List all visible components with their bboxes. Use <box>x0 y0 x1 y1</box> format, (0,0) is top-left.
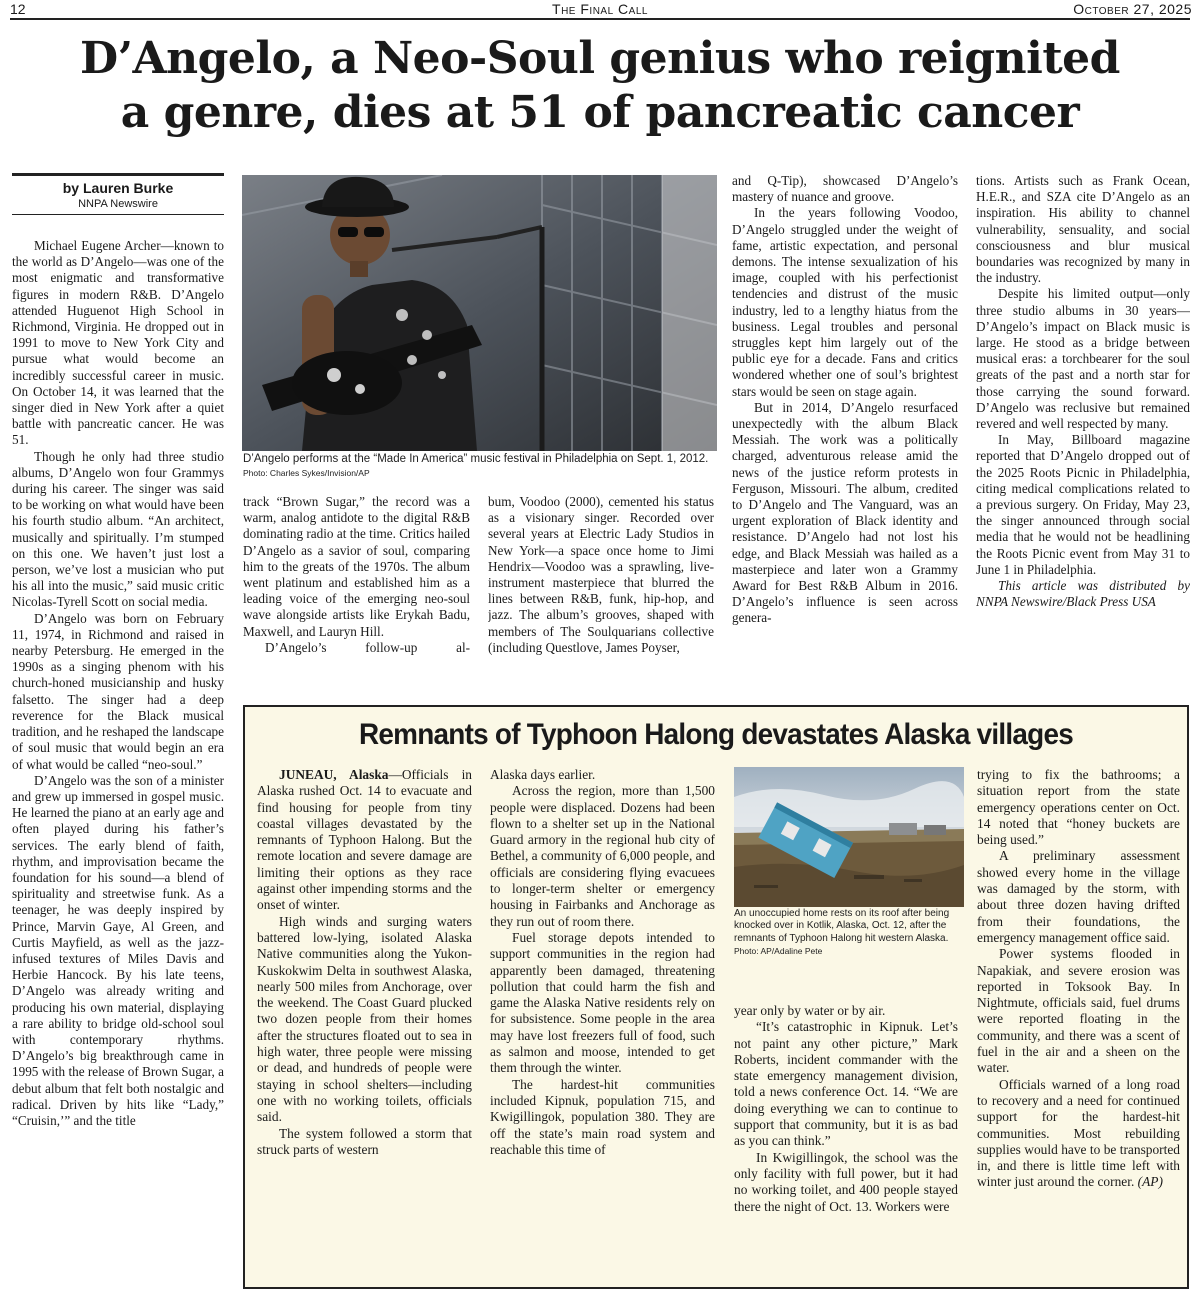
box-column-1 <box>257 767 472 1287</box>
paragraph: Michael Eugene Archer—known to the world as D’Angelo—was one of the most enigmatic and transformative figures in modern R&B. D’Angelo attended Huguenot High School in Richmond, Virginia. He dropped out in 1991 to move to New York City and pursue what would become an incredibly successful career in music. On October 14, it was learned that the singer died in New York after a quiet battle with pancreatic cancer. He was 51. <box>12 238 224 448</box>
main-photo-caption <box>243 452 713 480</box>
box-column-3 <box>734 1003 958 1287</box>
box-column-4 <box>977 767 1180 1287</box>
paragraph: In Kwigillingok, the school was the only facility with full power, but it had no working toilet, and 400 people stayed there the night of Oct. 13. Workers were <box>734 1149 958 1214</box>
paragraph: bum, Voodoo (2000), cemented his status as a visionary singer. Recorded over several years at Electric Lady Studios in New York—a space once home to Jimi Hendrix—Voodoo was a sprawling, live-instrument masterpiece that blurred the lines between R&B, funk, hip-hop, and jazz. The album’s grooves, shaped with members of The Soulquarians collective (including Questlove, James Poyser, <box>488 494 714 655</box>
paragraph: tions. Artists such as Frank Ocean, H.E.R., and SZA cite D’Angelo as an inspiration. His ability to channel vulnerability, sensuality, and social consciousness and blur musical boundaries was recognized by many in the industry. <box>976 173 1190 286</box>
headline-line-1: D’Angelo, a Neo-Soul genius who reignited <box>80 33 1120 84</box>
distribution-note: This article was distributed by NNPA Newswire/Black Press USA <box>976 578 1190 610</box>
ap-tag: (AP) <box>1137 1174 1163 1190</box>
box-headline: Remnants of Typhoon Halong devastates Alaska villages <box>358 718 1074 751</box>
paragraph: D’Angelo’s follow-up al- <box>265 639 470 655</box>
photo-credit: Photo: Charles Sykes/Invision/AP <box>243 468 370 478</box>
headline-line-2: a genre, dies at 51 of pancreatic cancer <box>120 87 1080 138</box>
paragraph: In May, Billboard magazine reported that D’Angelo dropped out of the 2025 Roots Picnic in Philadelphia, citing medical complications related to a previous surgery. On Friday, May 23, the singer announced through social media that he would not be headlining the Roots Picnic event from May 31 to June 1 in Philadelphia. <box>976 432 1190 577</box>
paragraph: “It’s catastrophic in Kipnuk. Let’s not paint any other picture,” Mark Roberts, incident commander with the state emergency management division, told a news conference Oct. 14. “We are doing everything we can to continue to support that community, but it is as bad as you can think.” <box>734 1019 958 1149</box>
musician-photo-graphic <box>242 175 717 451</box>
main-column-2 <box>243 494 470 698</box>
byline-box <box>12 173 224 215</box>
caption-text: An unoccupied home rests on its roof after being knocked over in Kotlik, Alaska, Oct. 12, after the remnants of Typhoon Halong hit western Alaska. <box>734 908 950 944</box>
main-column-3 <box>488 494 714 698</box>
folio-rule <box>10 18 1190 20</box>
paragraph: year only by water or by air. <box>734 1003 886 1018</box>
paragraph: Power systems flooded in Napakiak, and severe erosion was reported in Toksook Bay. In Nightmute, officials said, fuel drums were reported floating in the community, and there was a scent of fuel in the air and a sheen on the water. <box>977 946 1180 1076</box>
overturned-house-graphic <box>734 767 964 907</box>
paragraph: D’Angelo was the son of a minister and grew up immersed in gospel music. He learned the piano at an early age and often played during his father’s services. The early blend of faith, rhythm, and improvisation became the foundation for his sound—a blend of spirituality and streetwise funk. As a teenager, he was deeply inspired by Prince, Marvin Gaye, Al Green, and Curtis Mayfield, as well as the jazz-infused textures of Miles Davis and Herbie Hancock. By his late teens, D’Angelo was already writing and producing his own material, displaying a rare ability to bridge old-school soul with contemporary rhythms. D’Angelo’s big breakthrough came in 1995 with the release of Brown Sugar, a debut album that felt both nostalgic and radical. Driven by hits like “Lady,” “Cruisin,’” and the title <box>12 772 224 1128</box>
paragraph-text: Officials warned of a long road to recovery and a need for continued support for the hardest-hit communities. Most rebuilding supplies would have to be transported in, and there is little time left with winter just around the corner. <box>977 1076 1180 1190</box>
typhoon-story-box <box>243 705 1189 1289</box>
byline: by Lauren Burke <box>62 180 174 196</box>
paragraph-text: —Officials in Alaska rushed Oct. 14 to evacuate and find housing for people from tiny coastal villages devastated by the remnants of Typhoon Halong. But the remote location and severe damage are limiting their options as they race against other impending storms and the onset of winter. <box>257 767 472 913</box>
paragraph: Alaska days earlier. <box>490 767 596 782</box>
box-photo-caption <box>734 908 964 959</box>
paragraph: Across the region, more than 1,500 people were displaced. Dozens had been flown to a shelter set up in the National Guard armory in the regional hub city of Bethel, a community of 6,000 people, and officials are considering flying evacuees to longer-term shelter or emergency housing in Fairbanks and Anchorage as they run out of room there. <box>490 783 715 929</box>
folio-bar <box>0 0 1200 18</box>
caption-text: D’Angelo performs at the “Made In America” music festival in Philadelphia on Sept. 1, 2012. <box>243 453 709 465</box>
paper-name: The Final Call <box>552 1 648 17</box>
paragraph: A preliminary assessment showed every home in the village was damaged by the storm, with about three dozen having drifted from their foundations, the emergency management office said. <box>977 848 1180 945</box>
box-column-2 <box>490 767 715 1287</box>
paragraph: track “Brown Sugar,” the record was a warm, analog antidote to the digital R&B dominating radio at the time. Critics hailed D’Angelo as a savior of soul, comparing him to the greats of the 1970s. The album went platinum and established him as a leading voice of the emerging neo-soul wave alongside artists like Erykah Badu, Maxwell, and Lauryn Hill. <box>243 494 470 639</box>
paragraph: The system followed a storm that struck parts of western <box>257 1125 472 1157</box>
paragraph <box>257 767 472 914</box>
paragraph: In the years following Voodoo, D’Angelo struggled under the weight of fame, artistic expectation, and personal demons. The intense sexualization of his image, coupled with his perfectionist tendencies and distrust of the music industry, led to a lengthy hiatus from the business. Legal troubles and personal struggles kept him largely out of the public eye for a decade. Fans and critics wondered whether one of soul’s brightest stars would be seen on stage again. <box>732 205 958 399</box>
paragraph: Though he only had three studio albums, D’Angelo won four Grammys during his career. The singer was said to be working on what would have been his fourth studio album. “An architect, musically and spiritually. I’m stumped on this one. We haven’t just lost a person, we’ve lost a musician who put his all into the music,” said music critic Nicolas-Tyrell Scott on social media. <box>12 448 224 610</box>
paragraph: trying to fix the bathrooms; a situation report from the state emergency operations center on Oct. 14 noted that “honey buckets are being used.” <box>977 767 1180 848</box>
paragraph <box>977 1077 1180 1191</box>
paragraph: The hardest-hit communities included Kipnuk, population 715, and Kwigillingok, population 380. They are off the state’s main road system and reachable this time of <box>490 1076 715 1157</box>
dateline: JUNEAU, Alaska <box>279 767 389 782</box>
main-column-4 <box>732 173 958 698</box>
issue-date: October 27, 2025 <box>1073 1 1192 17</box>
paragraph: and Q-Tip), showcased D’Angelo’s mastery of nuance and groove. <box>732 173 958 205</box>
paragraph: Despite his limited output—only three studio albums in 30 years—D’Angelo’s impact on Black music is large. He stood as a bridge between musical eras: a torchbearer for the soul greats of the past and a north star for those carrying the sound forward. D’Angelo was reclusive but remained revered and well respected by many. <box>976 286 1190 432</box>
paragraph: But in 2014, D’Angelo resurfaced unexpectedly with the album Black Messiah. The work was a politically charged, adventurous release amid the news of the justice reform protests in Ferguson, Missouri. The album, credited to D’Angelo and The Vanguard, was an urgent exploration of Black identity and resistance. D’Angelo had not lost his edge, and Black Messiah was hailed as a masterpiece and later won a Grammy Award for Best R&B Album in 2016. D’Angelo’s influence is seen across genera- <box>732 399 958 626</box>
paragraph: Fuel storage depots intended to support communities in the region had apparently been damaged, threatening pollution that could harm the fish and game the Alaska Native residents rely on for subsistence. Some people in the area may have lost freezers full of food, such as salmon and moose, intended to get them through the winter. <box>490 929 715 1076</box>
page-number: 12 <box>10 1 26 17</box>
musician-performing-photo <box>242 175 717 451</box>
overturned-house-photo <box>734 767 964 907</box>
photo-credit: Photo: AP/Adaline Pete <box>734 946 823 957</box>
main-column-1 <box>12 238 224 1288</box>
main-column-5 <box>976 173 1190 698</box>
byline-source: NNPA Newswire <box>78 198 158 210</box>
paragraph: D’Angelo was born on February 11, 1974, in Richmond and raised in nearby Petersburg. He emerged in the 1990s as a singing phenom with his church-honed musicianship and husky falsetto. The singer had a deep reverence for the Black musical tradition, and he reshaped the landscape of soul music that would begin an era of what would be called “neo-soul.” <box>12 610 224 772</box>
main-headline <box>0 32 1200 140</box>
paragraph: High winds and surging waters battered low-lying, isolated Alaska Native communities along the Yukon-Kuskokwim Delta in southwest Alaska, nearly 500 miles from Anchorage, over the weekend. The Coast Guard plucked two dozen people from their homes after the structures floated out to sea in high water, three people were missing or dead, and hundreds of people were staying in school shelters—including one with no working toilets, officials said. <box>257 913 472 1125</box>
